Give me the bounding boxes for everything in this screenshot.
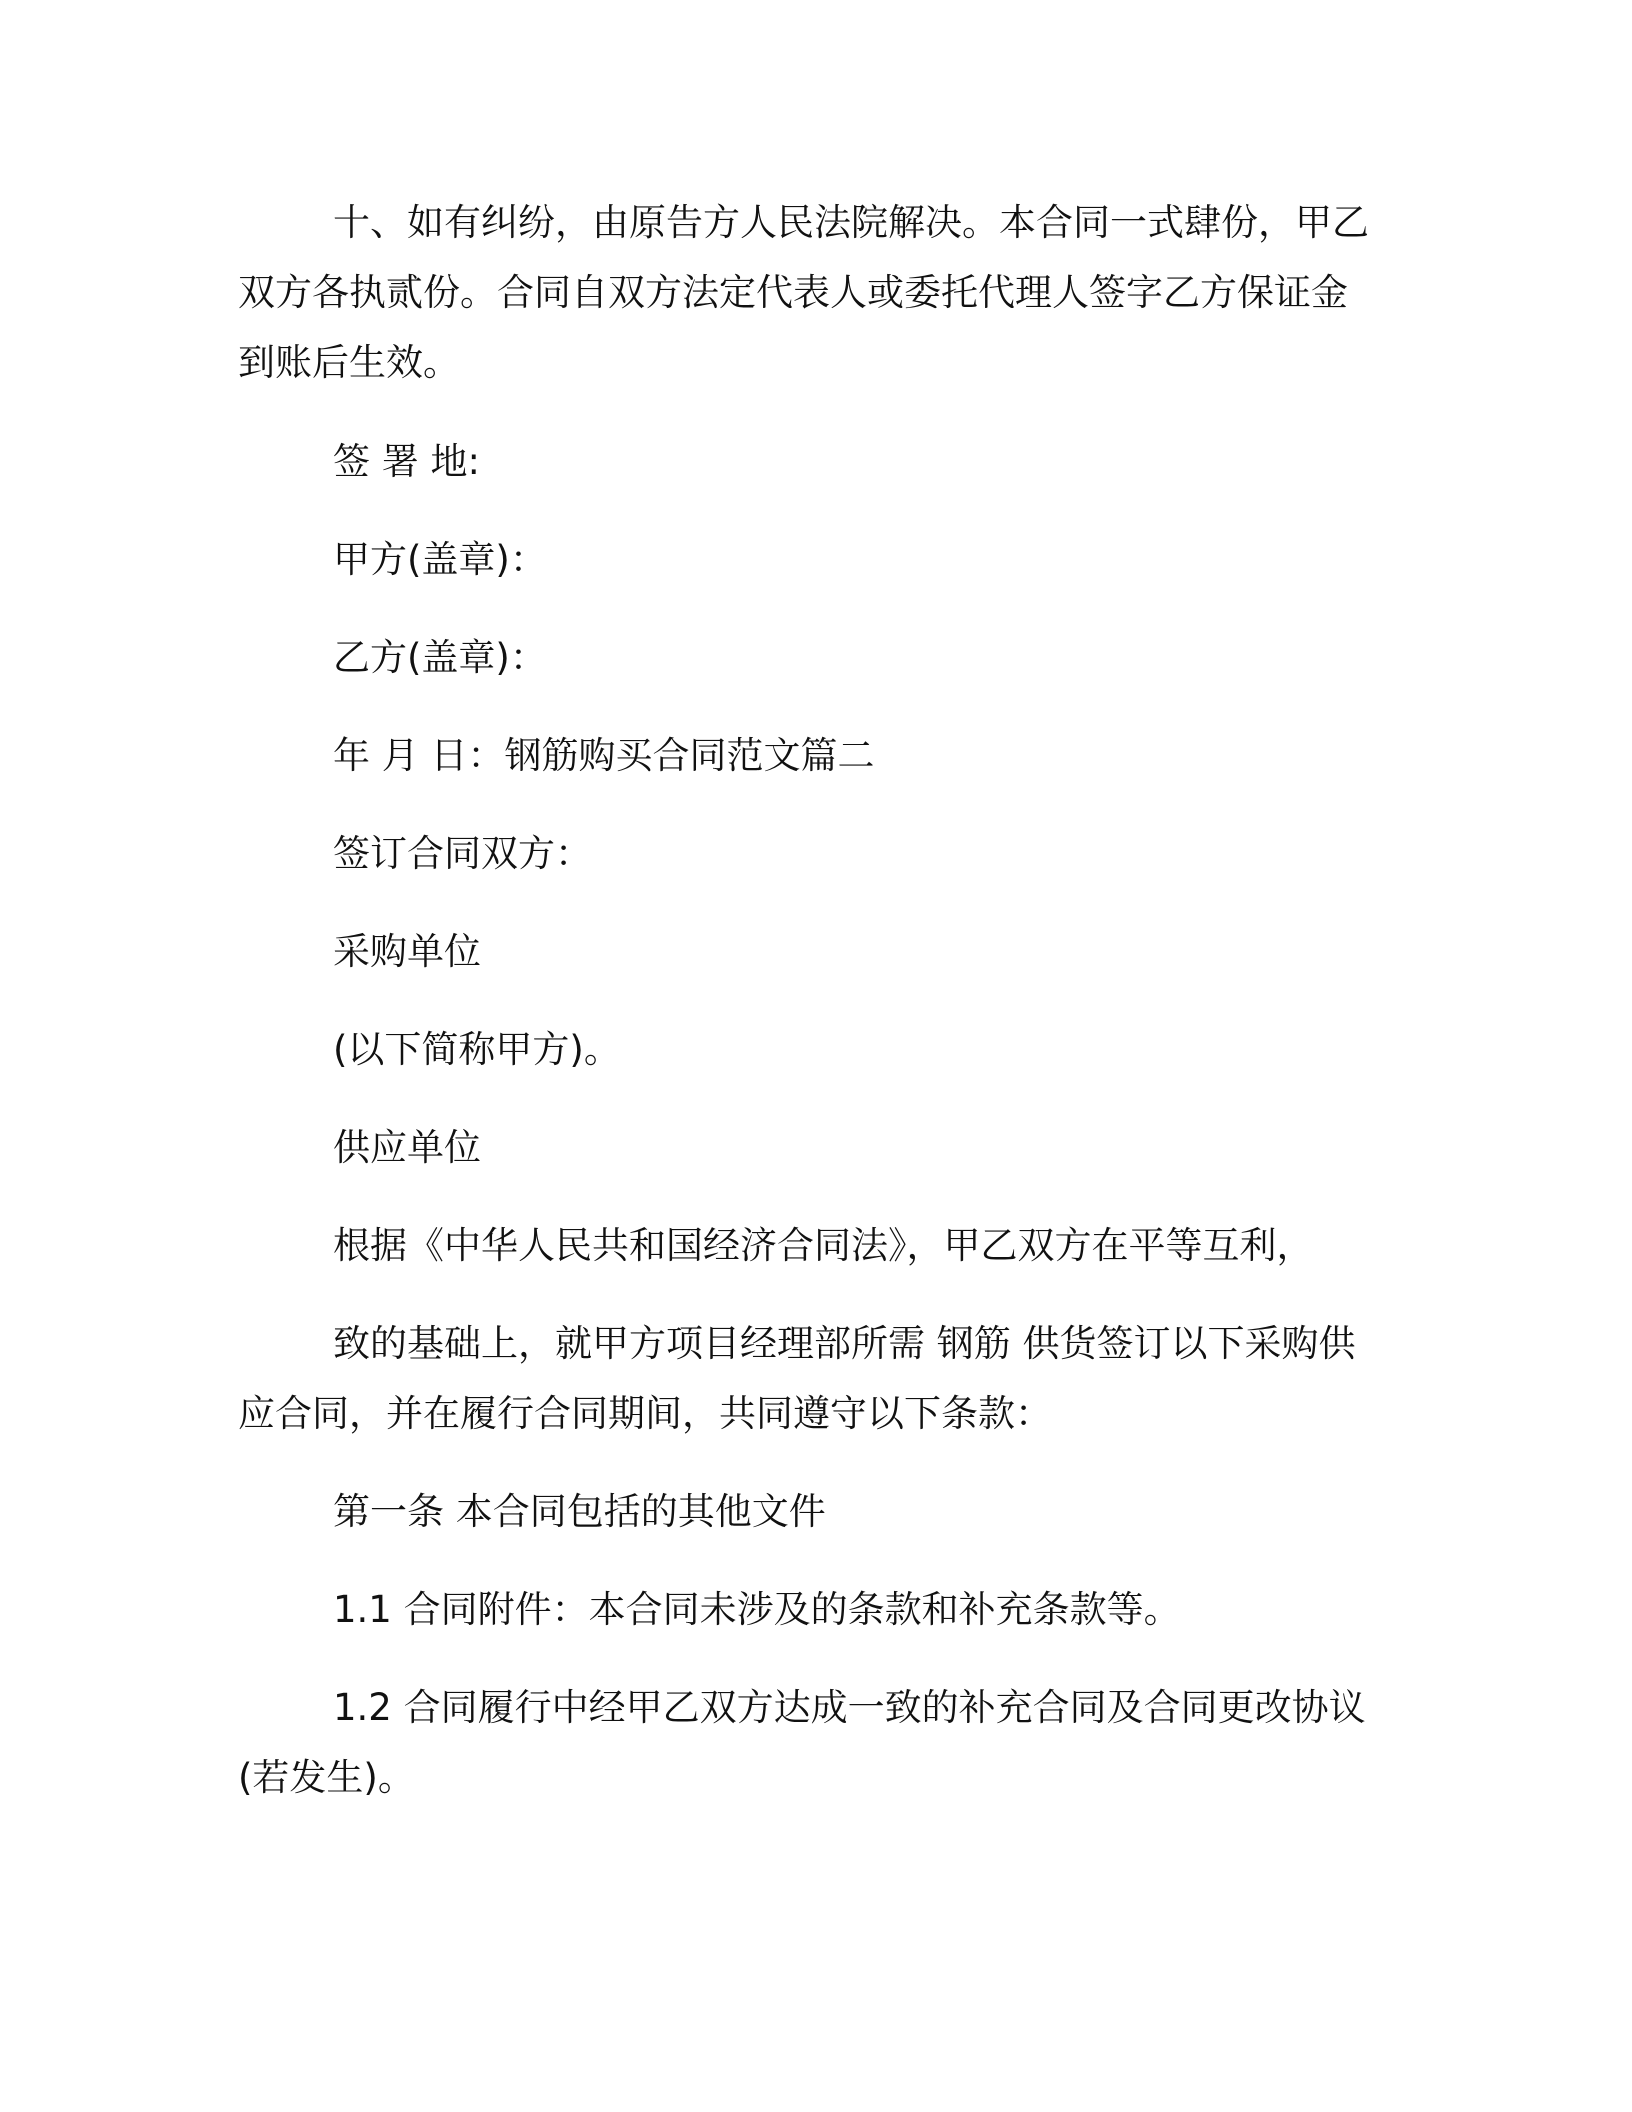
paragraph-line: 年 月 日：钢筋购买合同范文篇二 <box>333 734 875 777</box>
paragraph-line: 1.1 合同附件：本合同未涉及的条款和补充条款等。 <box>333 1588 1181 1631</box>
paragraph-line: 根据《中华人民共和国经济合同法》，甲乙双方在平等互利， <box>333 1224 1314 1267</box>
paragraph-line: (若发生)。 <box>238 1756 415 1799</box>
paragraph-line: 乙方(盖章)： <box>333 636 547 679</box>
paragraph-line: 甲方(盖章)： <box>333 538 547 581</box>
paragraph-line: 签订合同双方： <box>333 832 592 875</box>
paragraph-line: 第一条 本合同包括的其他文件 <box>333 1490 826 1533</box>
paragraph-line: (以下简称甲方)。 <box>333 1028 621 1071</box>
paragraph-line: 供应单位 <box>333 1126 481 1169</box>
paragraph-line: 十、如有纠纷，由原告方人民法院解决。本合同一式肆份，甲乙 <box>333 201 1369 244</box>
paragraph-line: 应合同，并在履行合同期间，共同遵守以下条款： <box>238 1392 1052 1435</box>
paragraph-line: 采购单位 <box>333 930 481 973</box>
paragraph-line: 到账后生效。 <box>238 341 460 384</box>
paragraph-line: 致的基础上，就甲方项目经理部所需 钢筋 供货签订以下采购供 <box>333 1322 1356 1365</box>
paragraph-line: 签 署 地: <box>333 440 480 483</box>
paragraph-line: 1.2 合同履行中经甲乙双方达成一致的补充合同及合同更改协议 <box>333 1686 1366 1729</box>
paragraph-line: 双方各执贰份。合同自双方法定代表人或委托代理人签字乙方保证金 <box>238 271 1348 314</box>
